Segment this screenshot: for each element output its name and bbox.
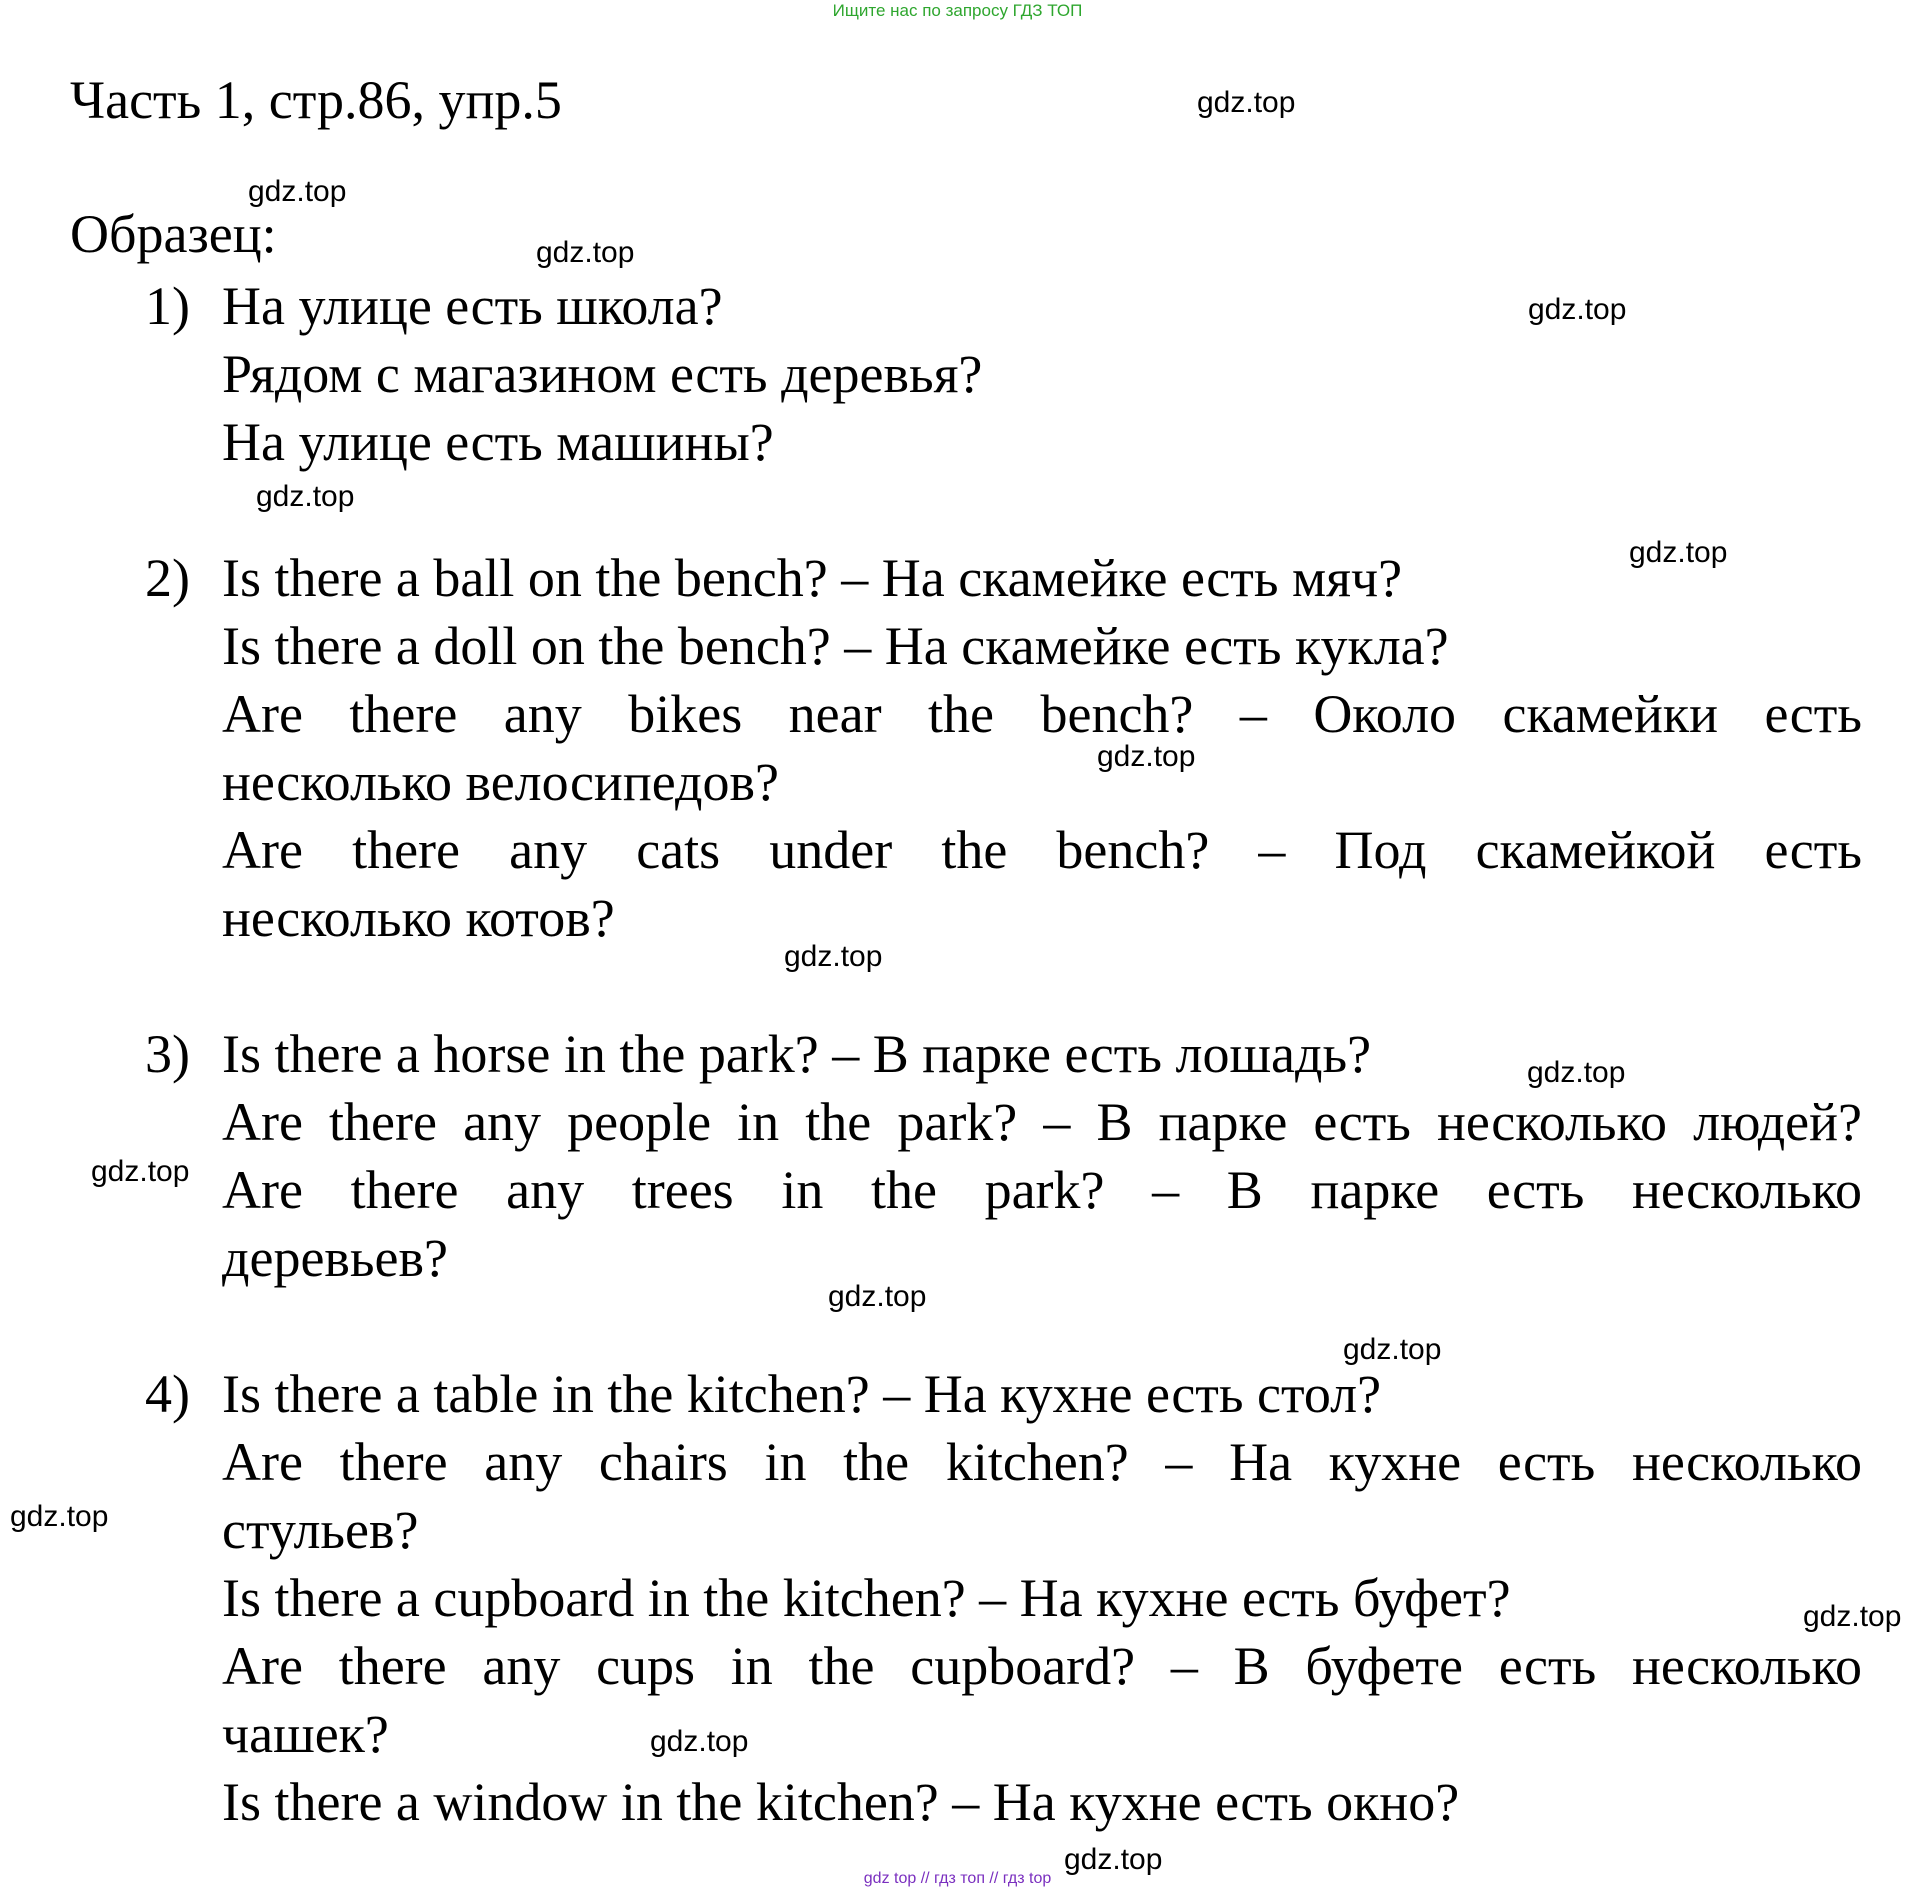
exercise-1-number: 1) — [145, 276, 190, 336]
watermark: gdz.top — [91, 1155, 190, 1188]
exercise-4-line-1: Is there a table in the kitchen? – На кухне есть стол? — [222, 1364, 1382, 1424]
watermark: gdz.top — [536, 236, 635, 269]
top-banner: Ищите нас по запросу ГДЗ ТОП — [832, 1, 1083, 20]
sample-label: Образец: — [70, 204, 277, 264]
exercise-2-number: 2) — [145, 548, 190, 608]
exercise-2-line-6: несколько котов? — [222, 888, 615, 948]
watermark: gdz.top — [1527, 1056, 1626, 1089]
exercise-4-line-2: Are there any chairs in the kitchen? – На кухне есть несколько — [222, 1432, 1862, 1492]
exercise-3-line-2: Are there any people in the park? – В парке есть несколько людей? — [222, 1092, 1862, 1152]
watermark: gdz.top — [1197, 86, 1296, 119]
exercise-2-line-4: несколько велосипедов? — [222, 752, 779, 812]
watermark: gdz.top — [650, 1725, 749, 1758]
watermark: gdz.top — [256, 480, 355, 513]
watermark: gdz.top — [10, 1500, 109, 1533]
watermark: gdz.top — [1528, 293, 1627, 326]
exercise-3-line-1: Is there a horse in the park? – В парке есть лошадь? — [222, 1024, 1372, 1084]
exercise-4-line-6: чашек? — [222, 1704, 389, 1764]
watermark: gdz.top — [828, 1280, 927, 1313]
watermark: gdz.top — [1629, 536, 1728, 569]
page-title: Часть 1, стр.86, упр.5 — [70, 70, 562, 130]
exercise-1-line-3: На улице есть машины? — [222, 412, 774, 472]
exercise-4-line-3: стульев? — [222, 1500, 419, 1560]
exercise-1-line-1: На улице есть школа? — [222, 276, 723, 336]
watermark: gdz.top — [1064, 1843, 1163, 1876]
exercise-4-line-5: Are there any cups in the cupboard? – В буфете есть несколько — [222, 1636, 1862, 1696]
exercise-2-line-2: Is there a doll on the bench? – На скамейке есть кукла? — [222, 616, 1449, 676]
footer-banner: gdz top // гдз топ // гдз top — [863, 1870, 1052, 1887]
exercise-1-line-2: Рядом с магазином есть деревья? — [222, 344, 983, 404]
exercise-2-line-5: Are there any cats under the bench? – Под скамейкой есть — [222, 820, 1862, 880]
exercise-4-line-7: Is there a window in the kitchen? – На кухне есть окно? — [222, 1772, 1460, 1832]
exercise-4-line-4: Is there a cupboard in the kitchen? – На кухне есть буфет? — [222, 1568, 1511, 1628]
watermark: gdz.top — [1343, 1333, 1442, 1366]
exercise-3-number: 3) — [145, 1024, 190, 1084]
exercise-3-line-3: Are there any trees in the park? – В парке есть несколько — [222, 1160, 1862, 1220]
watermark: gdz.top — [1097, 740, 1196, 773]
exercise-3-line-4: деревьев? — [222, 1228, 448, 1288]
watermark: gdz.top — [784, 940, 883, 973]
watermark: gdz.top — [248, 175, 347, 208]
exercise-2-line-3: Are there any bikes near the bench? – Около скамейки есть — [222, 684, 1862, 744]
exercise-2-line-1: Is there a ball on the bench? – На скамейке есть мяч? — [222, 548, 1403, 608]
watermark: gdz.top — [1803, 1600, 1902, 1633]
exercise-4-number: 4) — [145, 1364, 190, 1424]
